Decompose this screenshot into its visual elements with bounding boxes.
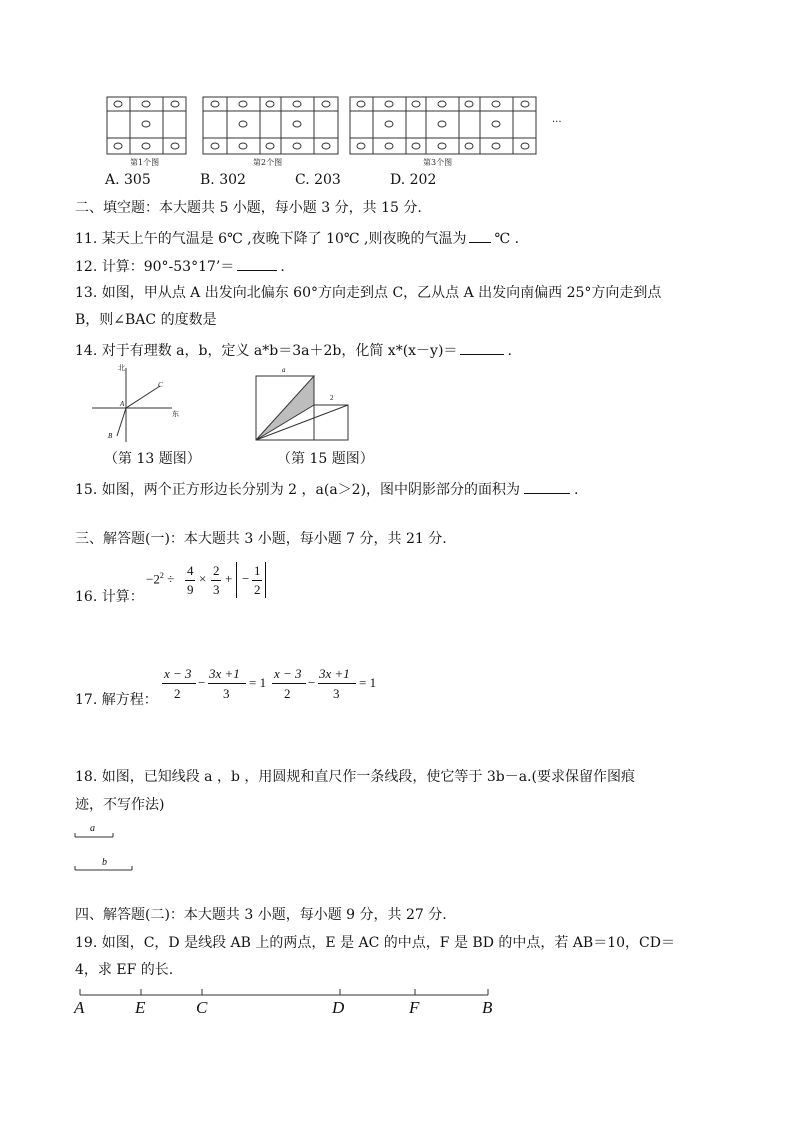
pattern-figure-1 [107, 97, 186, 154]
fig13-label-c: C [158, 381, 163, 389]
question-12 [75, 255, 285, 277]
question-19-line2: 4，求 EF 的长. [75, 962, 174, 978]
fig15-label-a: a [282, 366, 286, 374]
question-11 [75, 227, 519, 249]
point-label-e: E [135, 998, 146, 1017]
q14-after: . [507, 343, 512, 359]
q16-expression: $-2^2$ ÷ 4 9 × 2 3 + − 1 2 [143, 566, 273, 602]
segment-a-label: a [90, 823, 95, 834]
q10-option-a: A. 305 [105, 172, 151, 188]
question-15 [75, 478, 579, 500]
fig15-square-2 [314, 405, 348, 440]
pattern-caption-1: 第1个图 [130, 158, 160, 167]
fig13-label-north: 北 [118, 364, 125, 372]
q17-equation-2: x − 3 2 − 3x +1 3 = 1 [274, 666, 377, 701]
q14-answer-blank [460, 339, 504, 355]
question-18-line1: 18. 如图，已知线段 a ，b ，用圆规和直尺作一条线段，使它等于 3b－a.(要求保留作图痕 [75, 769, 635, 785]
pattern-ellipsis: ... [552, 114, 562, 125]
question-19-line1: 19. 如图，C，D 是线段 AB 上的两点，E 是 AC 的中点，F 是 BD 的中点，若 AB＝10，CD＝ [75, 935, 675, 951]
q11-after: ℃ . [494, 231, 520, 247]
question-18-line2: 迹，不写作法) [75, 797, 165, 813]
fig13-label-east: 东 [172, 410, 179, 418]
fig13-ray-ab [117, 408, 126, 436]
pattern-figure-3 [350, 97, 536, 154]
question-17-label: 17. 解方程： [75, 692, 158, 708]
fig13-label-a: A [120, 400, 125, 408]
q10-option-d: D. 202 [390, 172, 437, 188]
section2-heading: 二、填空题：本大题共 5 小题，每小题 3 分，共 15 分. [75, 200, 422, 216]
fig15-shaded-triangle [256, 376, 314, 440]
q12-text: 12. 计算：90°-53°17’＝ [75, 259, 235, 275]
pattern-figure [0, 0, 794, 170]
figure-15-diagram [250, 370, 360, 445]
figure-13-diagram [90, 362, 185, 442]
q10-option-c: C. 203 [295, 172, 341, 188]
q10-option-b: B. 302 [200, 172, 246, 188]
pattern-figure-2 [203, 97, 338, 154]
q12-after: . [280, 259, 285, 275]
point-label-f: F [409, 998, 420, 1017]
question-13-line2: B，则∠BAC 的度数是 [75, 312, 217, 328]
q15-text: 15. 如图，两个正方形边长分别为 2 ，a(a＞2)，图中阴影部分的面积为 [75, 482, 521, 498]
point-label-a: A [74, 998, 85, 1017]
pattern-caption-2: 第2个图 [253, 158, 283, 167]
q11-text: 11. 某天上午的气温是 6℃ ,夜晚下降了 10℃ ,则夜晚的气温为 [75, 231, 467, 247]
question-13-line1: 13. 如图，甲从点 A 出发向北偏东 60°方向走到点 C，乙从点 A 出发向南偏西 25°方向走到点 [75, 285, 662, 301]
q17-equation-1: x − 3 2 − 3x +1 3 = 1 [164, 666, 267, 701]
section3-heading: 三、解答题(一)：本大题共 3 小题，每小题 7 分，共 21 分. [75, 531, 447, 547]
point-label-c: C [196, 998, 208, 1017]
section4-heading: 四、解答题(二)：本大题共 3 小题，每小题 9 分，共 27 分. [75, 907, 447, 923]
q15-answer-blank [524, 478, 570, 494]
question-16-label: 16. 计算： [75, 589, 144, 605]
q11-answer-blank [469, 227, 491, 243]
q12-answer-blank [237, 255, 277, 271]
question-14 [75, 339, 512, 361]
pattern-caption-3: 第3个图 [423, 158, 453, 167]
point-label-b: B [482, 998, 493, 1017]
q15-after: . [574, 482, 579, 498]
q18-segments [70, 830, 150, 880]
figure-13-caption: （第 13 题图） [104, 451, 201, 467]
fig15-label-2: 2 [330, 394, 334, 402]
q14-text: 14. 对于有理数 a，b，定义 a*b＝3a＋2b，化简 x*(x－y)＝ [75, 343, 458, 359]
figure-15-caption: （第 15 题图） [277, 451, 374, 467]
fig13-ray-ac [126, 386, 160, 408]
fig13-label-b: B [108, 432, 113, 440]
segment-b-label: b [102, 857, 107, 868]
point-label-d: D [332, 998, 345, 1017]
